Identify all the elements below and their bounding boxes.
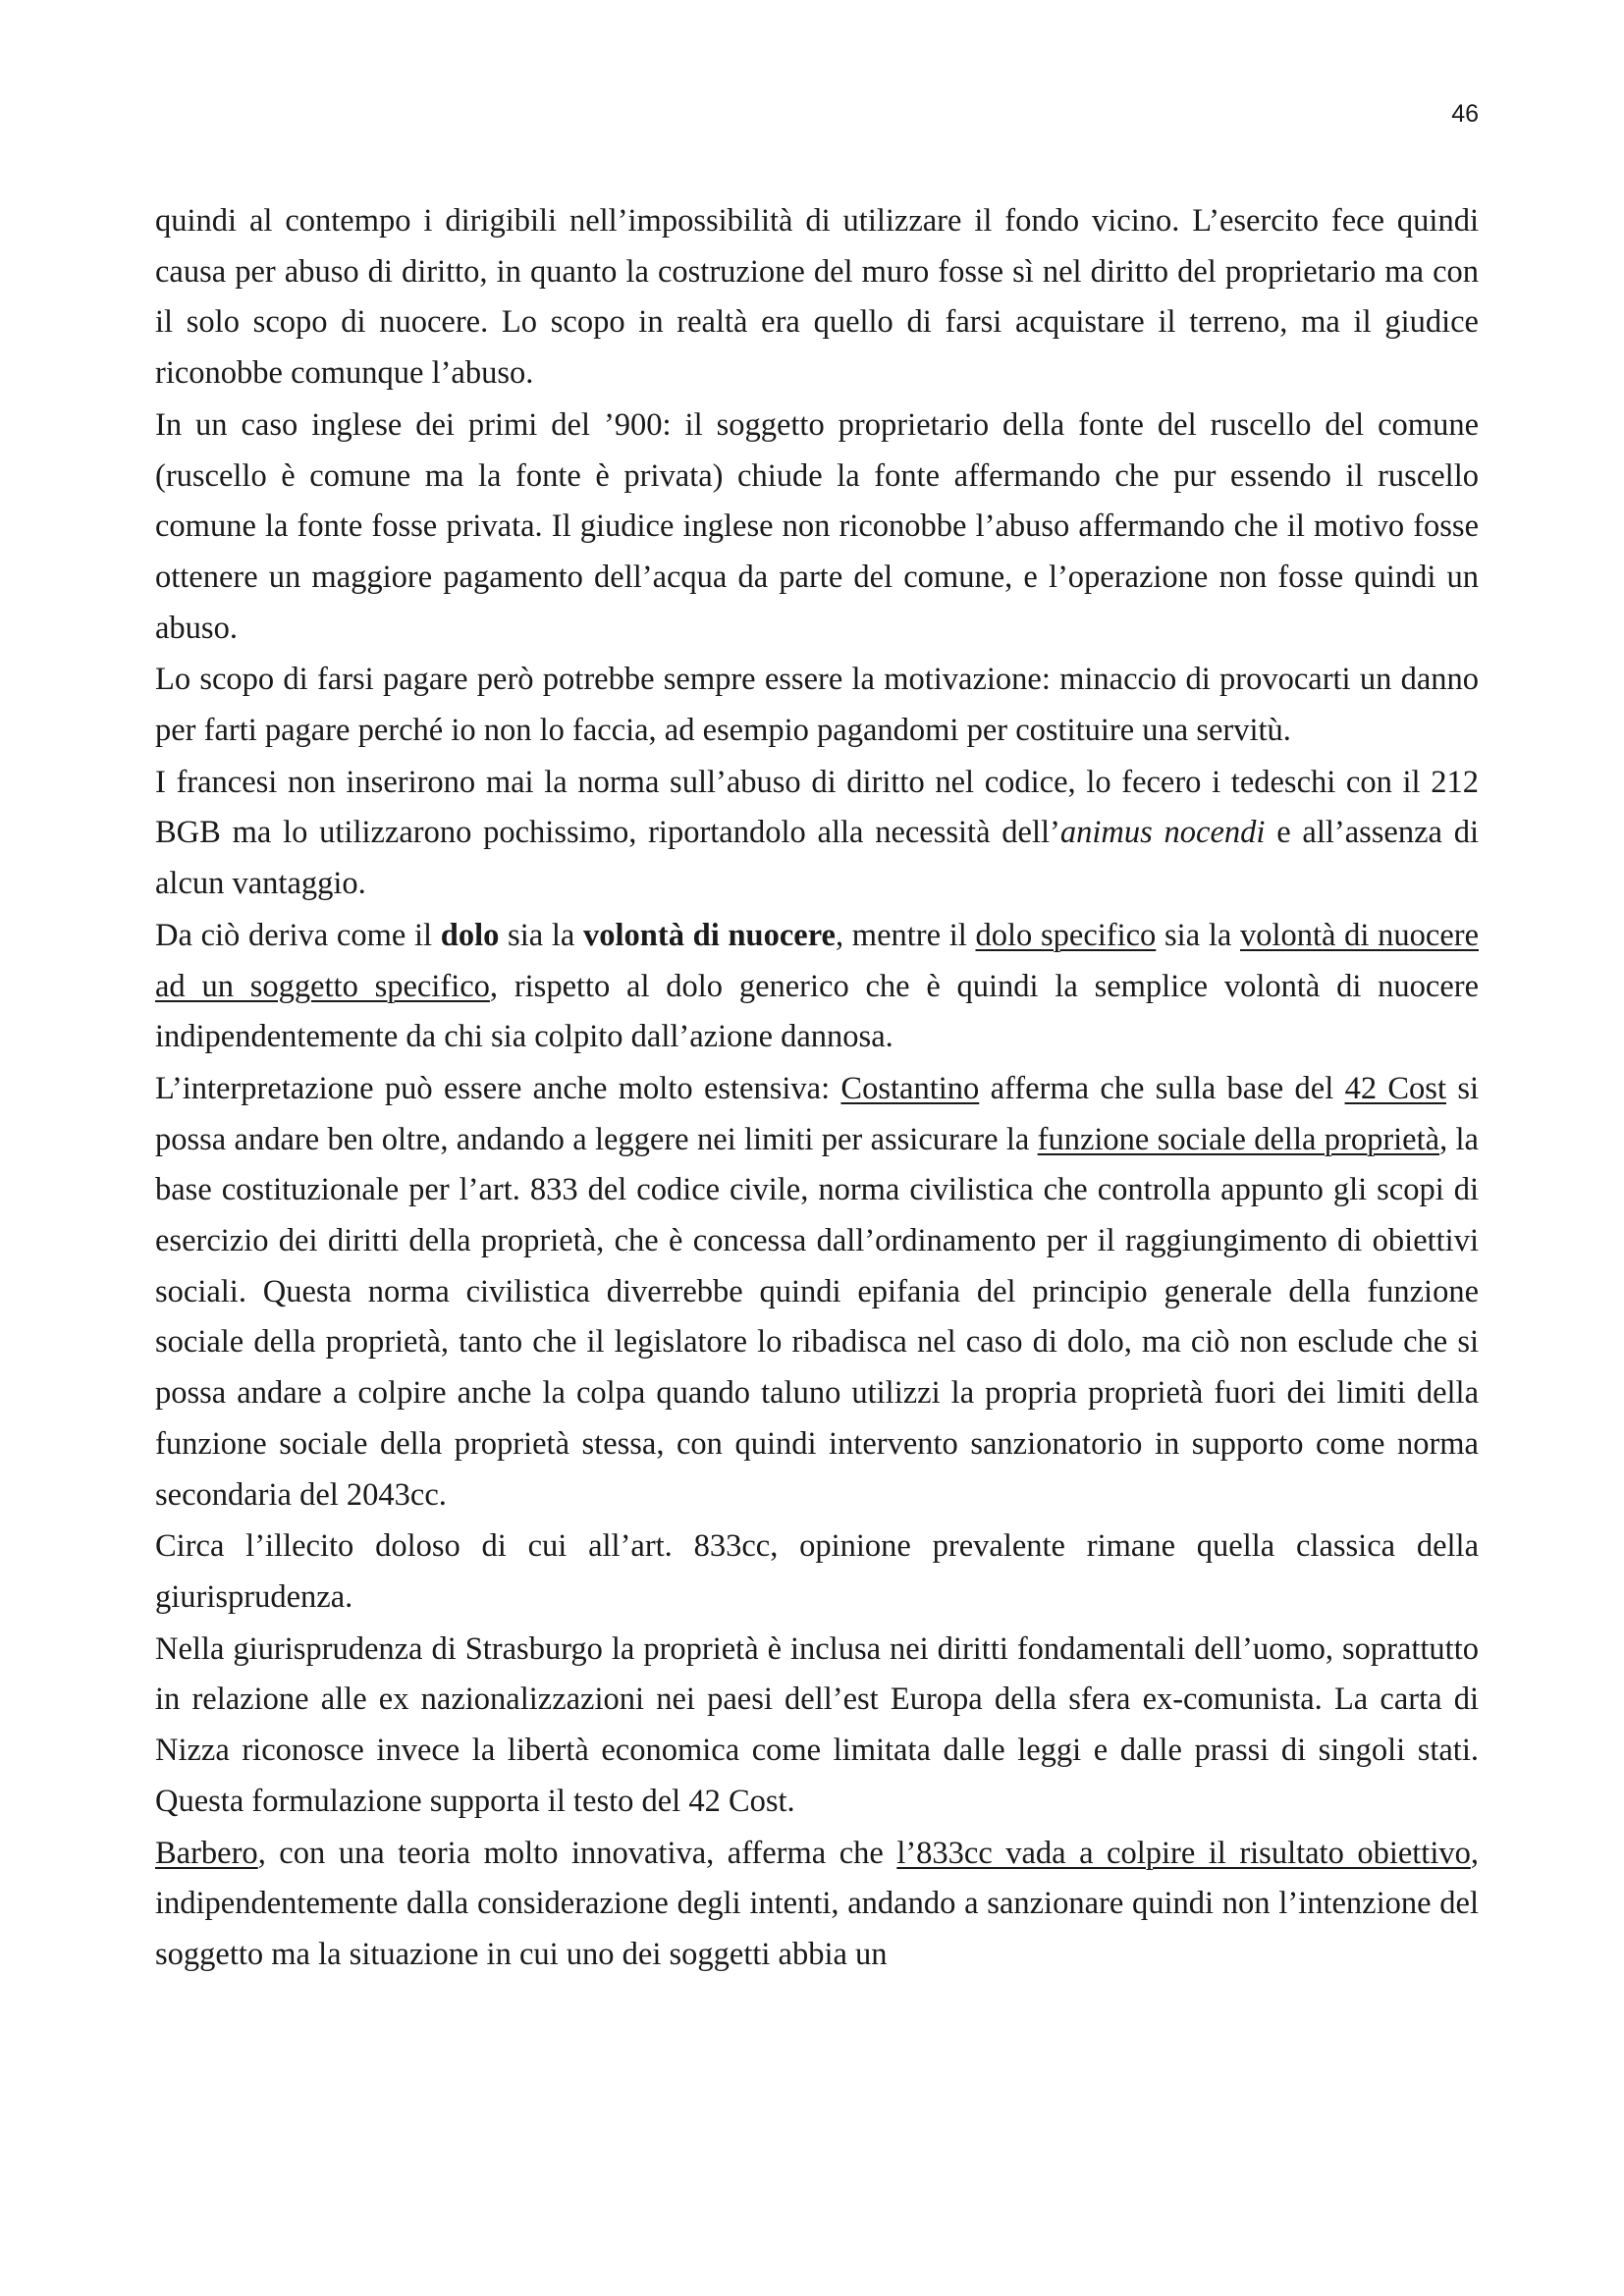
- text-run: , la base costituzionale per l’art. 833 del codice civile, norma civilistica che controlla appunto gli scopi di esercizio dei diritti della proprietà, che è concessa dall’ordinamento per il raggiungimento di obiettivi sociali. Questa norma civilistica diverrebbe quindi epifania del principio generale della funzione sociale della proprietà, tanto che il legislatore lo ribadisca nel caso di dolo, ma ciò non esclude che si possa andare a colpire anche la colpa quando taluno utilizzi la propria proprietà fuori dei limiti della funzione sociale della proprietà stessa, con quindi intervento sanzionatorio in supporto come norma secondaria del 2043cc.: [155, 1121, 1479, 1513]
- text-run: sia la: [1156, 917, 1240, 953]
- text-run: sia la: [499, 917, 584, 953]
- text-run: L’interpretazione può essere anche molto estensiva:: [155, 1070, 841, 1106]
- text-run: , indipendentemente dalla considerazione degli intenti, andando a sanzionare quindi non l’intenzione del soggetto ma la situazione in cui uno dei soggetti abbia un: [155, 1835, 1479, 1972]
- underlined-term-funzione-sociale: funzione sociale della proprietà: [1037, 1121, 1440, 1157]
- paragraph-2: In un caso inglese dei primi del ’900: il soggetto proprietario della fonte del ruscello del comune (ruscello è comune ma la fonte è privata) chiude la fonte affermando che pur essendo il ruscello comune la fonte fosse privata. Il giudice inglese non riconobbe l’abuso affermando che il motivo fosse ottenere un maggiore pagamento dell’acqua da parte del comune, e l’operazione non fosse quindi un abuso.: [155, 406, 1479, 646]
- paragraph-4: [155, 758, 1479, 910]
- text-run: , mentre il: [835, 917, 976, 953]
- bold-term-volonta-di-nuocere: volontà di nuocere: [583, 917, 836, 953]
- text-run: , con una teoria molto innovativa, afferma che: [257, 1835, 897, 1871]
- underlined-definition: volontà di nuocere ad un soggetto specifico: [155, 917, 1479, 1004]
- document-body: [155, 196, 1479, 1982]
- text-run: si possa andare ben oltre, andando a leggere nei limiti per assicurare la: [155, 1070, 1479, 1157]
- text-run: , rispetto al dolo generico che è quindi la semplice volontà di nuocere indipendentemente da chi sia colpito dall’azione dannosa.: [155, 968, 1479, 1055]
- paragraph-6: [155, 1064, 1479, 1521]
- underlined-reference-42-cost: 42 Cost: [1344, 1070, 1446, 1106]
- paragraph-3: Lo scopo di farsi pagare però potrebbe sempre essere la motivazione: minaccio di provocarti un danno per farti pagare perché io non lo faccia, ad esempio pagandomi per costituire una servitù.: [155, 662, 1479, 749]
- italic-term-animus-nocendi: animus nocendi: [1059, 815, 1266, 851]
- underlined-author-barbero: Barbero: [155, 1835, 258, 1871]
- paragraph-9: [155, 1829, 1479, 1981]
- bold-term-dolo: dolo: [440, 917, 500, 953]
- paragraph-7: Circa l’illecito doloso di cui all’art. 833cc, opinione prevalente rimane quella classica della giurisprudenza.: [155, 1528, 1479, 1615]
- paragraph-8: Nella giurisprudenza di Strasburgo la proprietà è inclusa nei diritti fondamentali dell’uomo, soprattutto in relazione alle ex nazionalizzazioni nei paesi dell’est Europa della sfera ex-comunista. La carta di Nizza riconosce invece la libertà economica come limitata dalle leggi e dalle prassi di singoli stati. Questa formulazione supporta il testo del 42 Cost.: [155, 1630, 1479, 1819]
- text-run: afferma che sulla base del: [979, 1070, 1345, 1106]
- text-run: Da ciò deriva come il: [155, 917, 441, 953]
- underlined-author-costantino: Costantino: [840, 1070, 980, 1106]
- underlined-thesis: l’833cc vada a colpire il risultato obiettivo: [896, 1835, 1471, 1871]
- text-run: e all’assenza di alcun vantaggio.: [155, 815, 1480, 902]
- paragraph-1: quindi al contempo i dirigibili nell’impossibilità di utilizzare il fondo vicino. L’esercito fece quindi causa per abuso di diritto, in quanto la costruzione del muro fosse sì nel diritto del proprietario ma con il solo scopo di nuocere. Lo scopo in realtà era quello di farsi acquistare il terreno, ma il giudice riconobbe comunque l’abuso.: [155, 203, 1479, 392]
- paragraph-5: [155, 911, 1479, 1063]
- page-number: 46: [1451, 100, 1479, 128]
- underlined-term-dolo-specifico: dolo specifico: [975, 917, 1157, 953]
- text-run: I francesi non inserirono mai la norma sull’abuso di diritto nel codice, lo fecero i tedeschi con il 212 BGB ma lo utilizzarono pochissimo, riportandolo alla necessità dell’: [155, 764, 1479, 851]
